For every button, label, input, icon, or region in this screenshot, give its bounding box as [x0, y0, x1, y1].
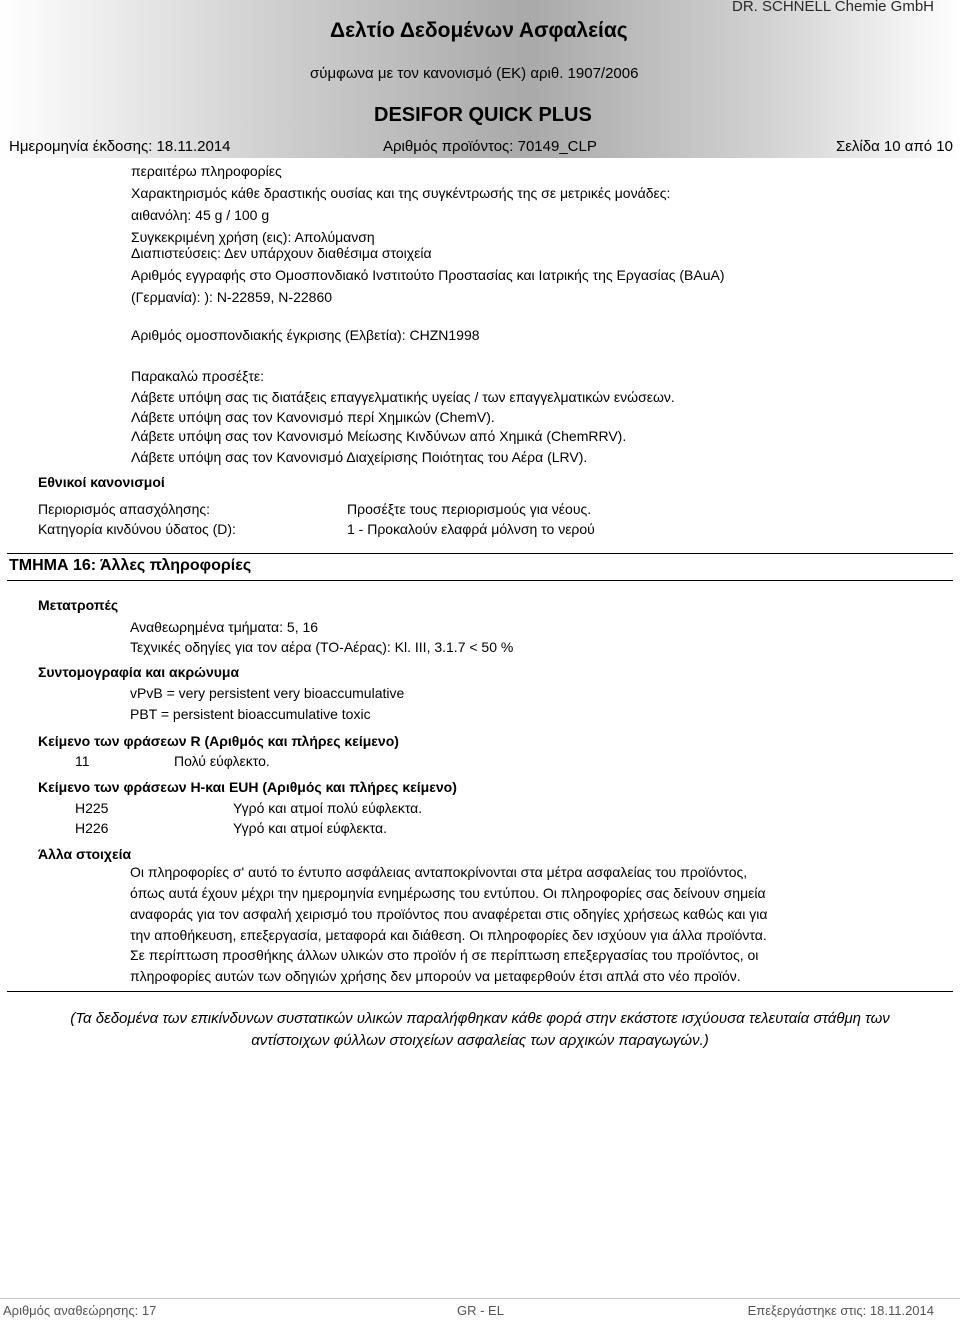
regulation-reference: σύμφωνα με τον κανονισμό (ΕΚ) αριθ. 1907/2006 — [310, 65, 639, 82]
continuation-line: Χαρακτηρισμός κάθε δραστικής ουσίας και της συγκέντρωσής της σε μετρικές μονάδες: — [131, 185, 671, 201]
continuation-line: (Γερμανία): ): N-22859, N-22860 — [131, 289, 333, 305]
abbreviation-line: PBT = persistent bioaccumulative toxic — [130, 706, 371, 722]
h-phrase-text: Υγρό και ατμοί εύφλεκτα. — [233, 820, 387, 836]
national-label: Κατηγορία κινδύνου ύδατος (D): — [38, 521, 236, 537]
section-16-title: ΤΜΗΜΑ 16: Άλλες πληροφορίες — [9, 557, 252, 574]
other-info-line: αναφοράς για τον ασφαλή χειρισμό του προϊόντος που αναφέρεται στις οδηγίες χρήσεως καθώς και για — [130, 906, 768, 922]
other-info-line: Σε περίπτωση προσθήκης άλλων υλικών στο προϊόν ή σε περίπτωση επεξεργασίας του προϊόντος, οι — [130, 947, 759, 963]
national-value: 1 - Προκαλούν ελαφρά μόλνση το νερού — [347, 521, 595, 537]
processed-date: Επεξεργάστηκε στις: 18.11.2014 — [747, 1303, 934, 1318]
continuation-line: Αριθμός εγγραφής στο Ομοσπονδιακό Ινστιτούτο Προστασίας και Ιατρικής της Εργασίας (BAuA) — [131, 267, 725, 283]
national-label: Περιορισμός απασχόλησης: — [38, 501, 211, 517]
h-phrase-code: H225 — [75, 800, 109, 816]
document-title: Δελτίο Δεδομένων Ασφαλείας — [330, 19, 628, 42]
please-note-line: Λάβετε υπόψη σας τον Κανονισμό περί Χημικών (ChemV). — [131, 409, 495, 425]
locale-code: GR - EL — [457, 1303, 504, 1318]
continuation-line: Διαπιστεύσεις: Δεν υπάρχουν διαθέσιμα στοιχεία — [131, 245, 432, 261]
issue-date: Ημερομηνία έκδοσης: 18.11.2014 — [9, 138, 231, 155]
page-number: Σελίδα 10 από 10 — [835, 138, 953, 155]
closing-note: (Τα δεδομένα των επικίνδυνων συστατικών υλικών παραλήφθηκαν κάθε φορά στην εκάστοτε ισχύουσα τελευταία στάθμη των αντίστοιχων φύλλων στοιχείων ασφαλείας των αρχικών παραγωγών.) — [70, 1010, 890, 1049]
changes-line: Τεχνικές οδηγίες για τον αέρα (ΤΟ-Αέρας): Kl. III, 3.1.7 < 50 % — [130, 639, 514, 655]
other-info-line: Οι πληροφορίες σ' αυτό το έντυπο ασφάλειας ανταποκρίνονται στα μέτρα ασφαλείας του προϊόντος, — [130, 864, 748, 880]
please-note-line: Λάβετε υπόψη σας τον Κανονισμό Μείωσης Κινδύνων από Χημικά (ChemRRV). — [131, 428, 627, 444]
section-divider — [7, 991, 953, 992]
please-note-line: Λάβετε υπόψη σας τον Κανονισμό Διαχείρισης Ποιότητας του Αέρα (LRV). — [131, 449, 588, 465]
continuation-line: Συγκεκριμένη χρήση (εις): Απολύμανση — [131, 229, 375, 245]
please-note-line: Λάβετε υπόψη σας τις διατάξεις επαγγελματικής υγείας / των επαγγελματικών ενώσεων. — [131, 389, 675, 405]
other-info-line: όπως αυτά έχουν μέχρι την ημερομηνία ενημέρωσης του εντύπου. Οι πληροφορίες σας δείνουν σημεία — [130, 885, 766, 901]
product-name: DESIFOR QUICK PLUS — [374, 104, 592, 126]
abbreviations-heading: Συντομογραφία και ακρώνυμα — [38, 664, 240, 680]
changes-heading: Μετατροπές — [38, 597, 119, 613]
h-phrases-heading: Κείμενο των φράσεων H-και EUH (Αριθμός και πλήρες κείμενο) — [38, 779, 457, 795]
product-number: Αριθμός προϊόντος: 70149_CLP — [383, 138, 597, 155]
footer-divider — [0, 1298, 960, 1299]
section-divider — [7, 553, 953, 554]
other-info-heading: Άλλα στοιχεία — [38, 846, 132, 862]
h-phrase-text: Υγρό και ατμοί πολύ εύφλεκτα. — [233, 800, 423, 816]
changes-line: Αναθεωρημένα τμήματα: 5, 16 — [130, 619, 319, 635]
other-info-line: πληροφορίες αυτών των οδηγιών χρήσης δεν μπορούν να μεταφερθούν έτσι απλά στο νέο προϊόν. — [130, 968, 741, 984]
revision-number: Αριθμός αναθεώρησης: 17 — [3, 1303, 157, 1318]
swiss-approval-number: Αριθμός ομοσπονδιακής έγκρισης (Ελβετία): CHZN1998 — [131, 327, 480, 343]
national-value: Προσέξτε τους περιορισμούς για νέους. — [347, 501, 592, 517]
national-regulations-heading: Εθνικοί κανονισμοί — [38, 474, 165, 490]
other-info-line: την αποθήκευση, επεξεργασία, μεταφορά και διάθεση. Οι πληροφορίες δεν ισχύουν για άλλα προϊόντα. — [130, 927, 767, 943]
section-divider — [7, 580, 953, 581]
continuation-line: αιθανόλη: 45 g / 100 g — [131, 207, 270, 223]
r-phrase-code: 11 — [75, 753, 90, 769]
abbreviation-line: vPvB = very persistent very bioaccumulative — [130, 685, 405, 701]
r-phrase-text: Πολύ εύφλεκτο. — [174, 753, 270, 769]
continuation-line: περαιτέρω πληροφορίες — [131, 163, 282, 179]
h-phrase-code: H226 — [75, 820, 109, 836]
please-note-heading: Παρακαλώ προσέξτε: — [131, 368, 265, 384]
r-phrases-heading: Κείμενο των φράσεων R (Αριθμός και πλήρες κείμενο) — [38, 733, 399, 749]
company-name: DR. SCHNELL Chemie GmbH — [732, 0, 934, 15]
